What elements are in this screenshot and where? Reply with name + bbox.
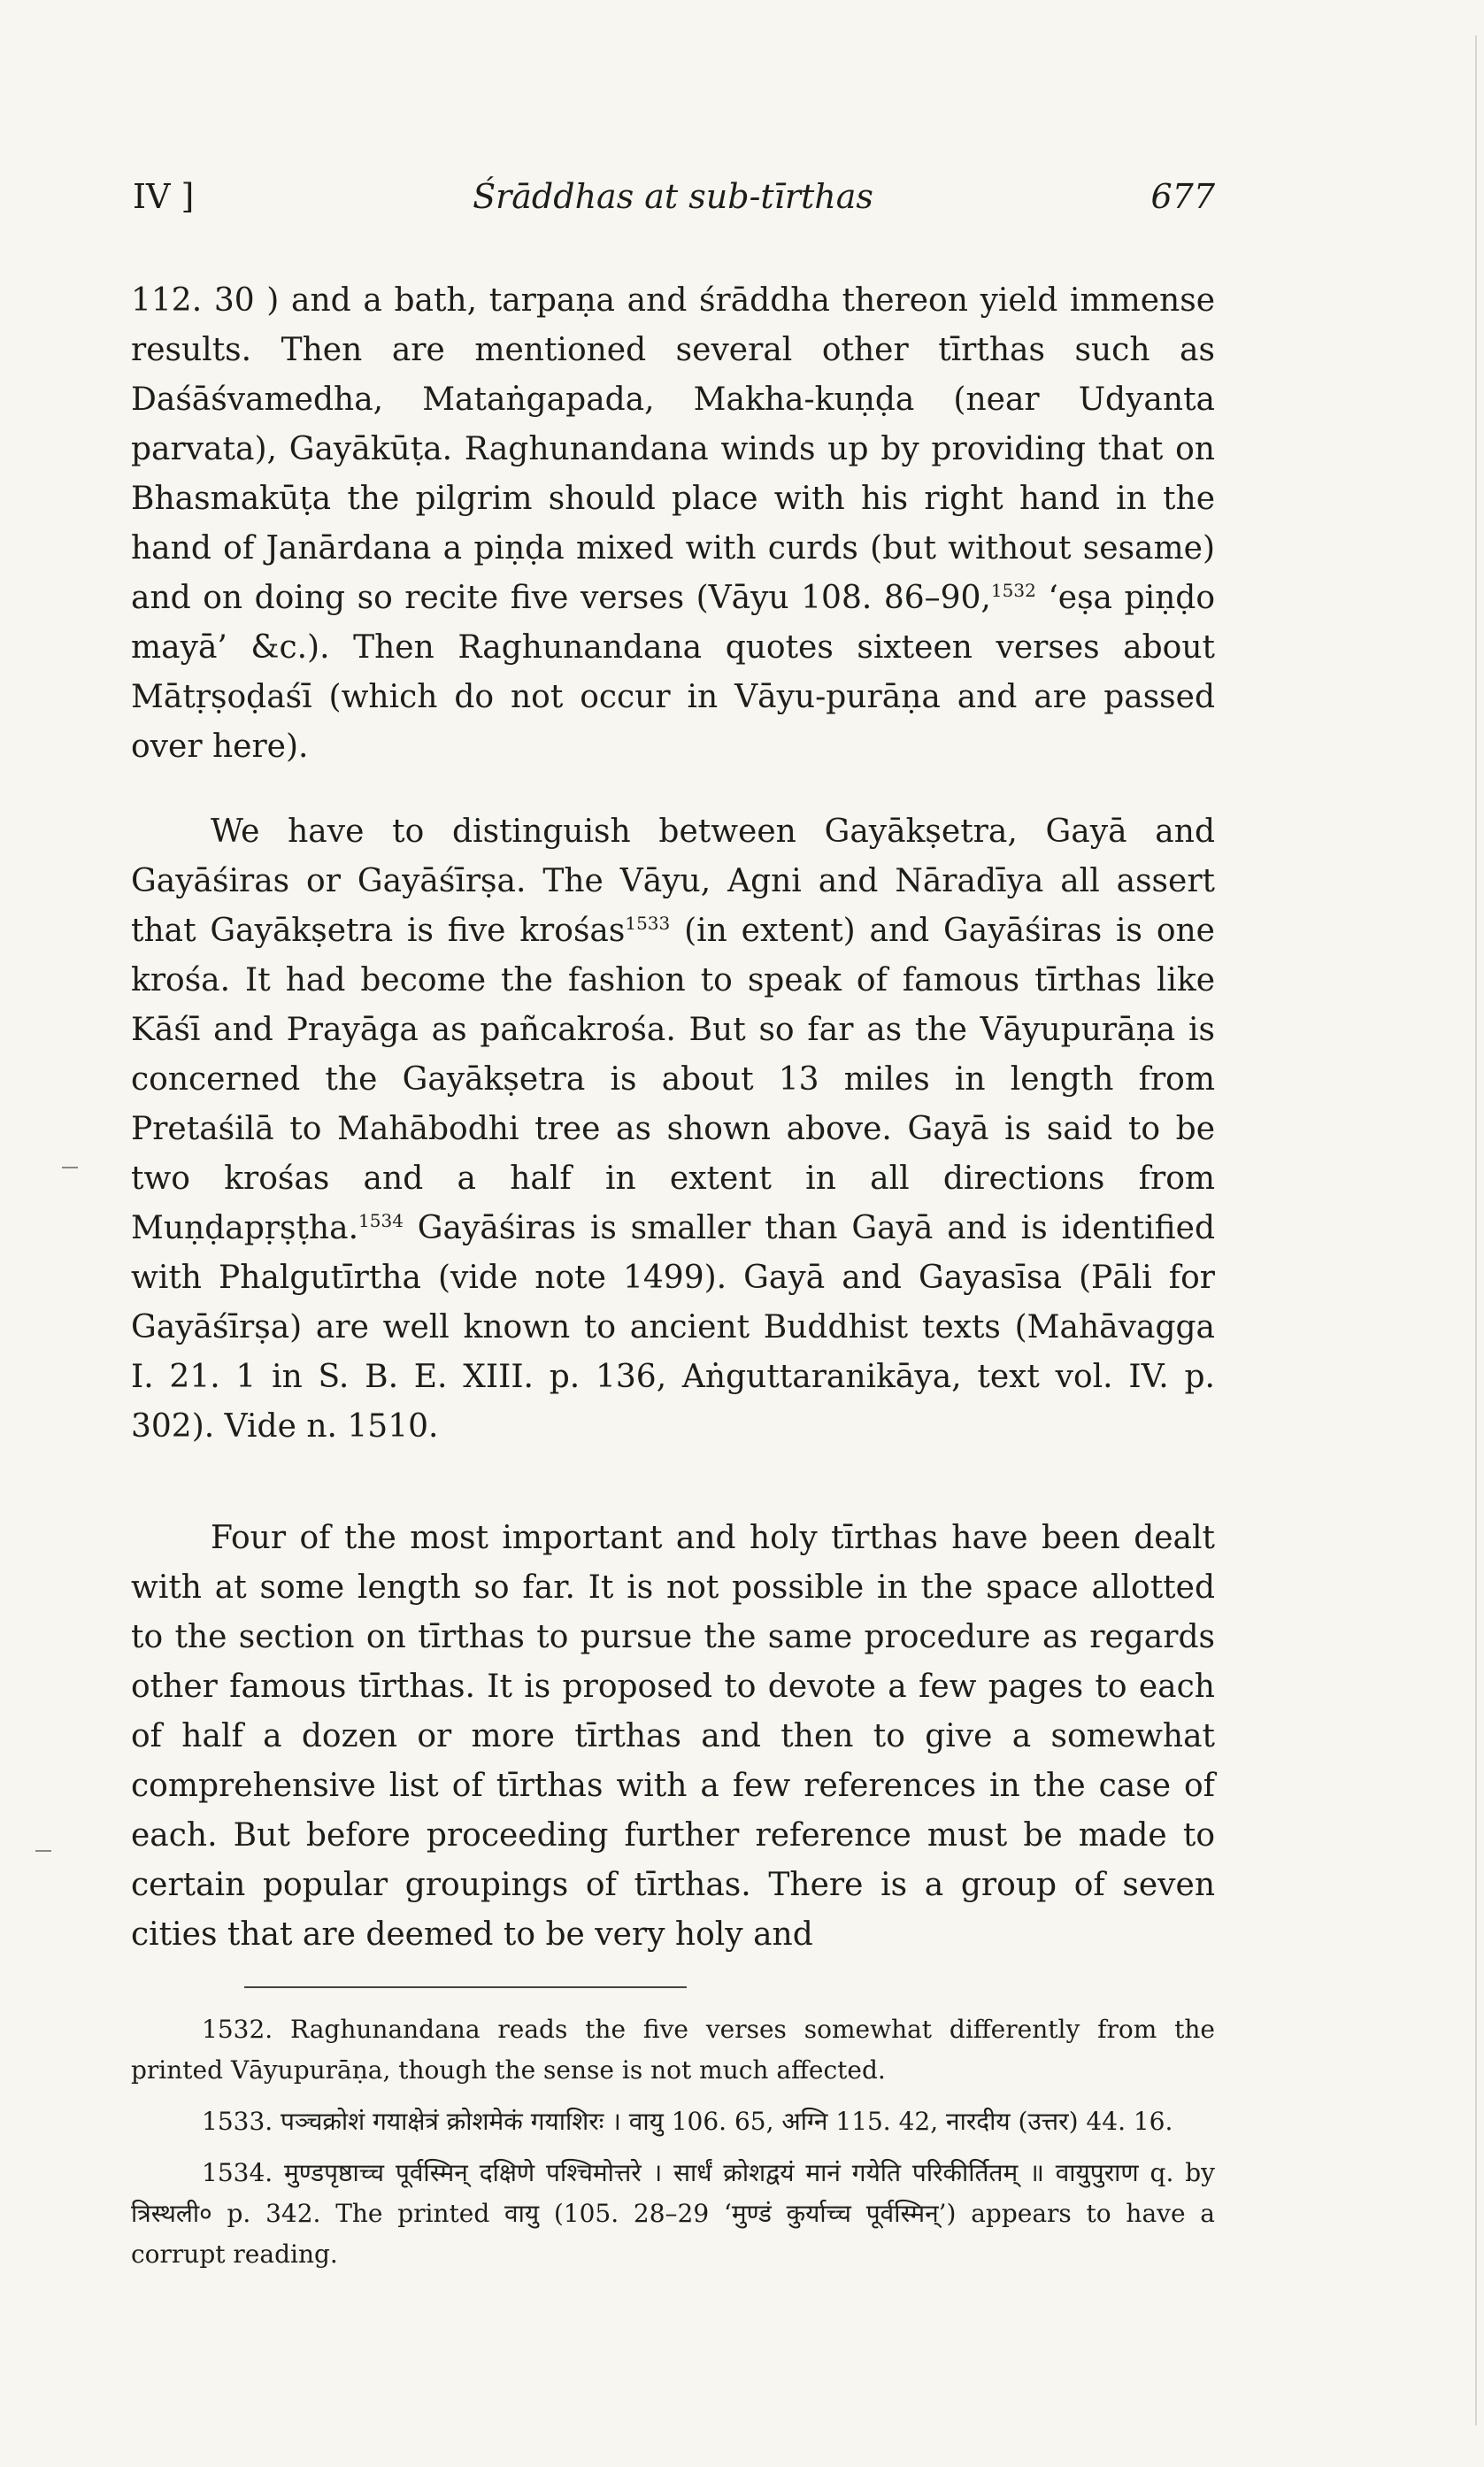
paragraph-text: We have to distinguish between Gayākṣetra, Gayā and Gayāśiras or Gayāśīrṣa. The Vāyu, Agni and Nāradīya all assert that Gayākṣetra is five krośas bbox=[131, 813, 1215, 949]
footnote-ref[interactable]: 1533 bbox=[625, 913, 671, 934]
page-edge-line bbox=[1475, 35, 1477, 2425]
running-title: Śrāddhas at sub-tīrthas bbox=[473, 177, 873, 216]
margin-mark bbox=[35, 1850, 51, 1852]
paragraph-1 bbox=[131, 276, 1215, 772]
page bbox=[131, 177, 1215, 2286]
main-text bbox=[131, 276, 1215, 1960]
footnote-separator bbox=[244, 1986, 687, 1988]
paragraph-text: Four of the most important and holy tīrthas have been dealt with at some length so far. It is not possible in the space allotted to the section on tīrthas to pursue the same procedure as regards other famous tīrthas. It is proposed to devote a few pages to each of half a dozen or more tīrthas and then to give a somewhat comprehensive list of tīrthas with a few references in the case of each. But before proceeding further reference must be made to certain popular groupings of tīrthas. There is a group of seven cities that are deemed to be very holy and bbox=[131, 1520, 1215, 1953]
footnotes bbox=[131, 2009, 1215, 2275]
page-number: 677 bbox=[1150, 177, 1215, 216]
footnote-ref[interactable]: 1532 bbox=[990, 580, 1036, 601]
paragraph-3 bbox=[131, 1514, 1215, 1960]
footnote-1533: 1533. पञ्चक्रोशं गयाक्षेत्रं क्रोशमेकं गयाशिरः । वायु 106. 65, अग्नि 115. 42, नारदीय (उत्तर) 44. 16. bbox=[202, 2107, 1173, 2136]
paragraph-text: Gayāśiras is smaller than Gayā and is identified with Phalgutīrtha (vide note 1499). Gayā and Gayasīsa (Pāli for Gayāśīrṣa) are well known to ancient Buddhist texts (Mahāvagga I. 21. 1 in S. B. E. XIII. p. 136, Aṅguttaranikāya, text vol. IV. p. 302). Vide n. 1510. bbox=[131, 1210, 1215, 1445]
running-header bbox=[131, 177, 1215, 230]
footnote-1532: 1532. Raghunandana reads the five verses somewhat differently from the printed Vāyupurāṇa, though the sense is not much affected. bbox=[131, 2015, 1215, 2085]
footnote-1534: 1534. मुण्डपृष्ठाच्च पूर्वस्मिन् दक्षिणे पश्चिमोत्तरे । सार्धं क्रोशद्वयं मानं गयेति परिकीर्तितम् ॥ वायुपुराण q. by त्रिस्थली० p. 342. The printed वायु (105. 28–29 ‘मुण्डं कुर्याच्च पूर्वस्मिन्’) appears to have a corrupt reading. bbox=[131, 2158, 1215, 2269]
paragraph-text: (in extent) and Gayāśiras is one krośa. It had become the fashion to speak of famous tīrthas like Kāśī and Prayāga as pañcakrośa. But so far as the Vāyupurāṇa is concerned the Gayākṣetra is about 13 miles in length from Pretaśilā to Mahābodhi tree as shown above. Gayā is said to be two krośas and a half in extent in all directions from Muṇḍapṛṣṭha. bbox=[131, 913, 1215, 1246]
margin-mark bbox=[62, 1167, 78, 1168]
footnote-ref[interactable]: 1534 bbox=[358, 1210, 404, 1231]
paragraph-2 bbox=[131, 807, 1215, 1452]
paragraph-text: ‘eṣa piṇḍo mayā’ &c.). Then Raghunandana quotes sixteen verses about Mātṛṣoḍaśī (which do not occur in Vāyu-purāṇa and are passed over here). bbox=[131, 580, 1215, 765]
section-marker: IV ] bbox=[133, 177, 195, 216]
paragraph-text: 112. 30 ) and a bath, tarpaṇa and śrāddha thereon yield immense results. Then are mentioned several other tīrthas such as Daśāśvamedha, Mataṅgapada, Makha-kuṇḍa (near Udyanta parvata), Gayākūṭa. Raghunandana winds up by providing that on Bhasmakūṭa the pilgrim should place with his right hand in the hand of Janārdana a piṇḍa mixed with curds (but without sesame) and on doing so recite five verses (Vāyu 108. 86–90, bbox=[131, 282, 1215, 616]
